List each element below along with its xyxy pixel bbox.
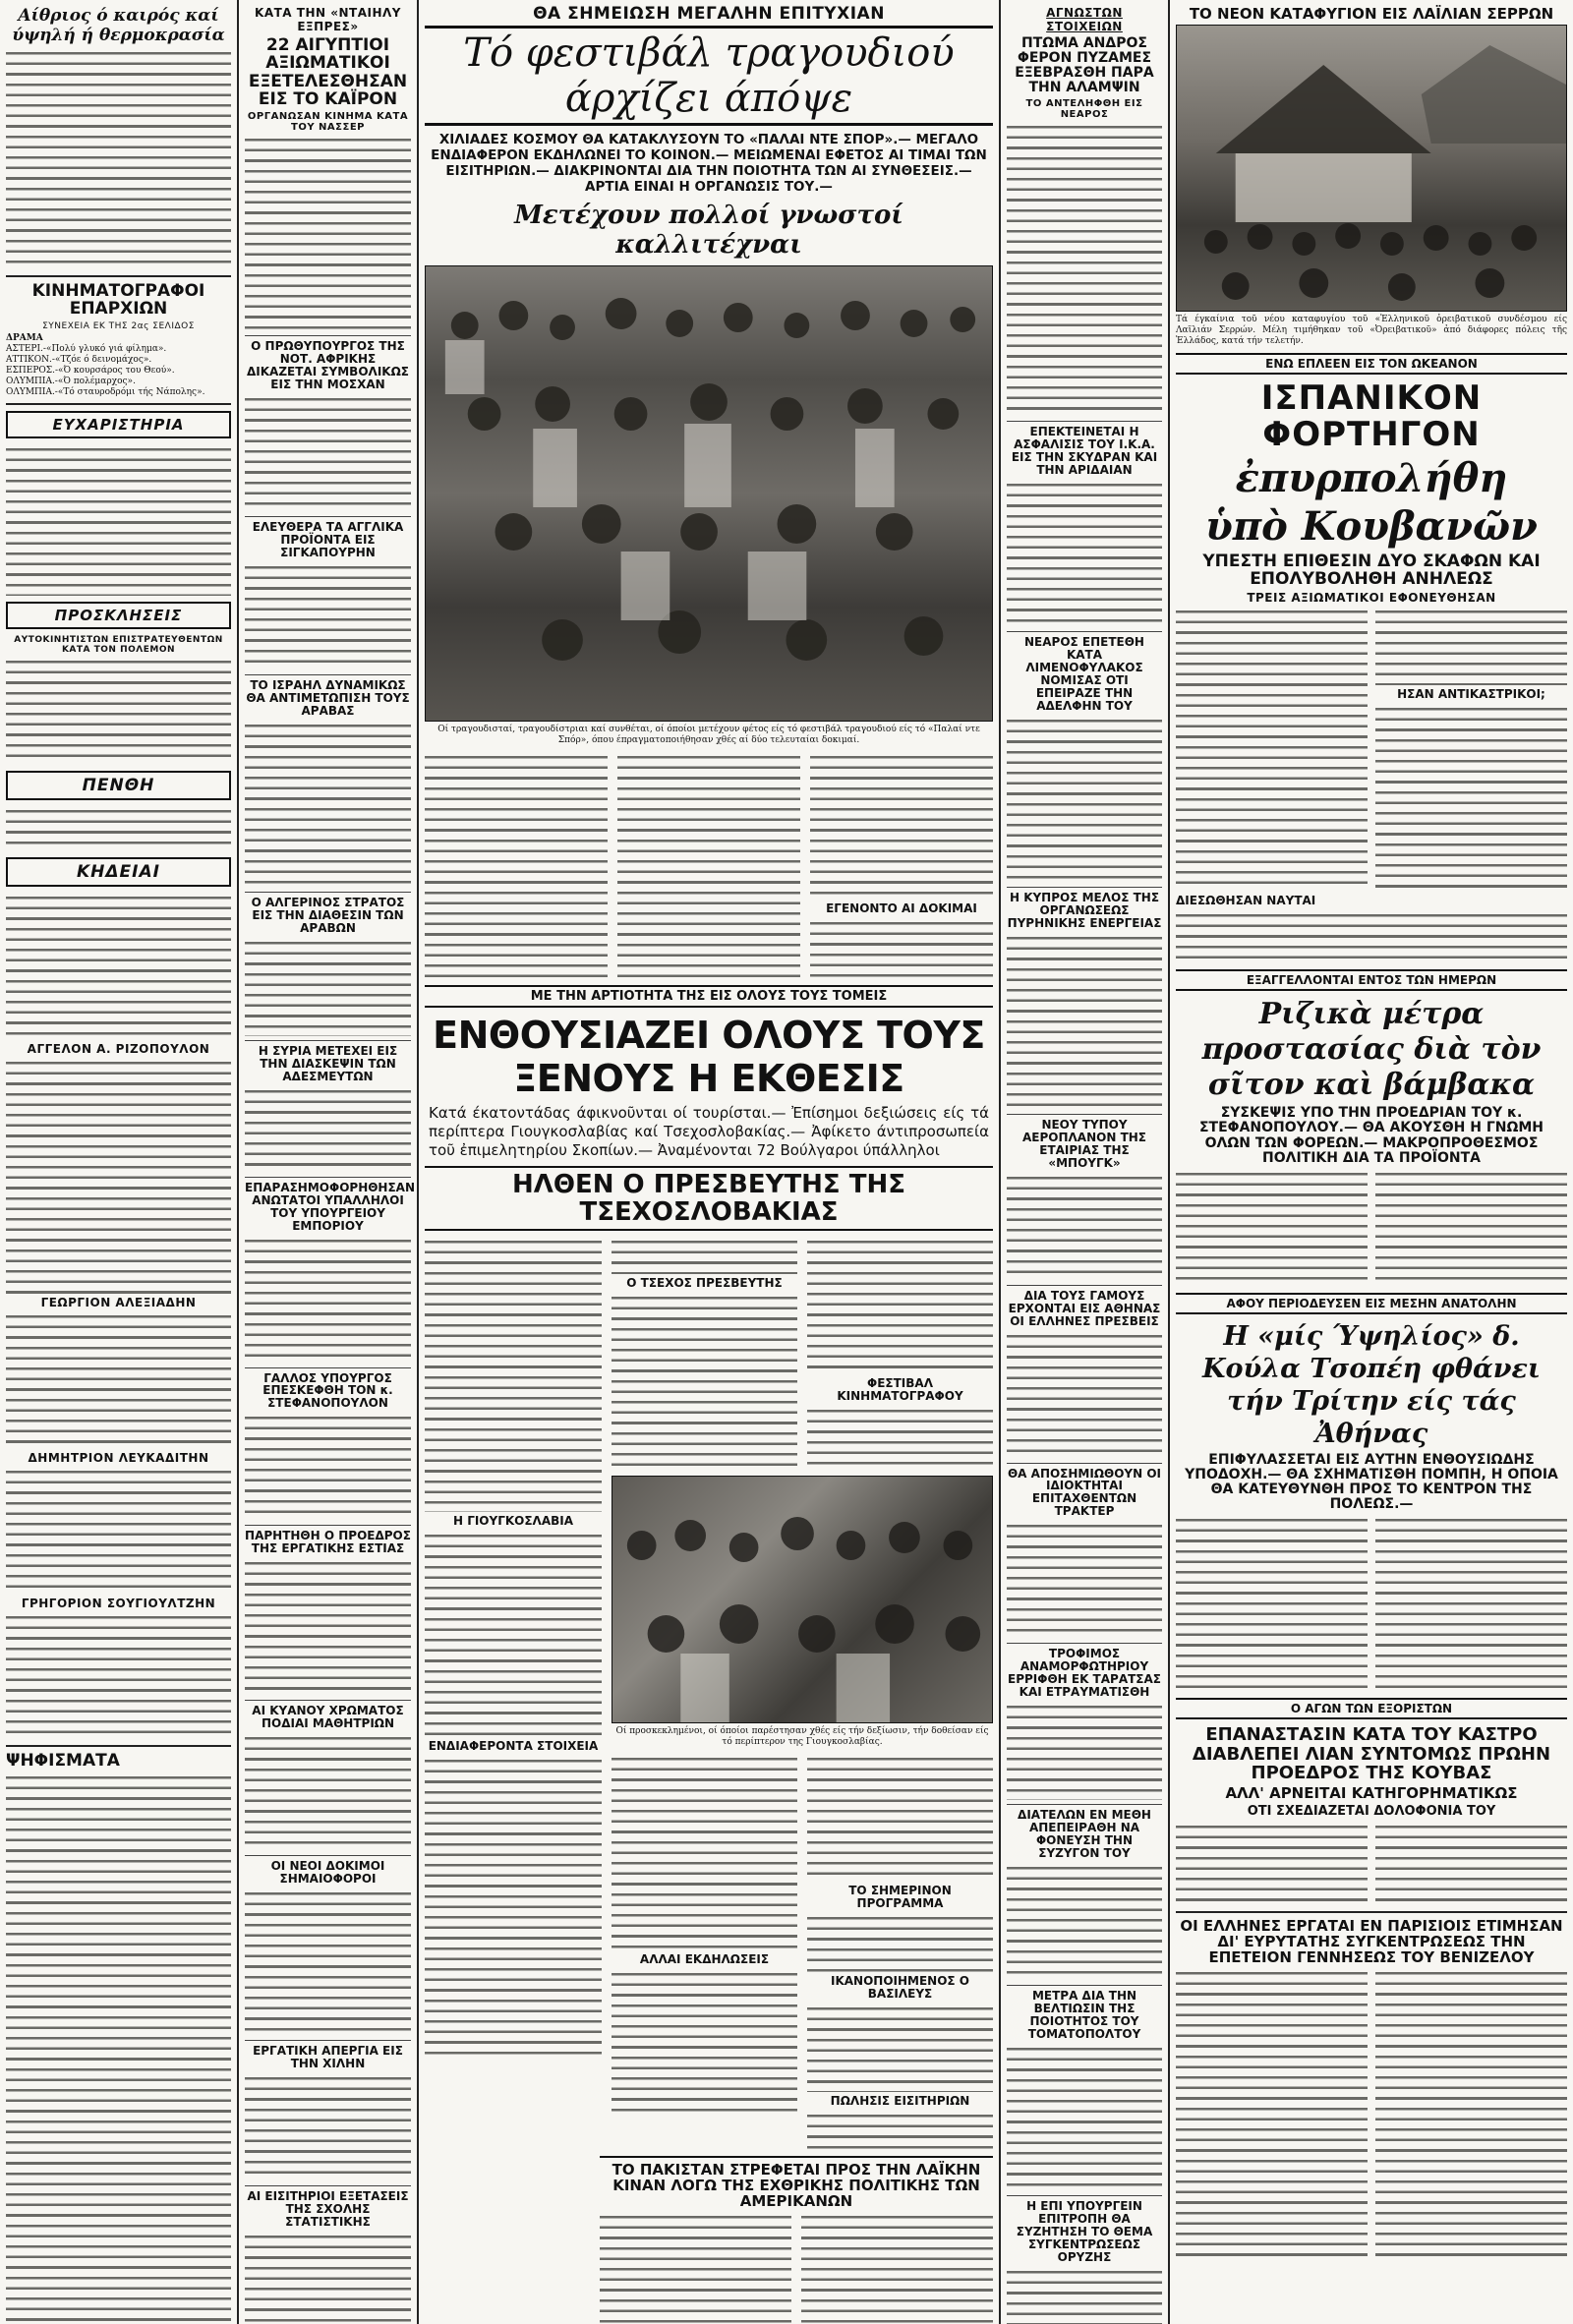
expo-kicker-bar: ΜΕ ΤΗΝ ΑΡΤΙΟΤΗΤΑ ΤΗΣ ΕΙΣ ΟΛΟΥΣ ΤΟΥΣ ΤΟΜΕΙΣ (425, 985, 993, 1008)
festival-body (425, 752, 608, 978)
story-headline: ΜΕΤΡΑ ΔΙΑ ΤΗΝ ΒΕΛΤΙΩΣΙΝ ΤΗΣ ΠΟΙΟΤΗΤΟΣ ΤΟΥ ΤΟΜΑΤΟΠΟΛΤΟΥ (1027, 1988, 1141, 2041)
resolutions-body (6, 1772, 231, 2324)
story-headline: Ο ΑΛΓΕΡΙΝΟΣ ΣΤΡΑΤΟΣ ΕΙΣ ΤΗΝ ΔΙΑΘΕΣΙΝ ΤΩΝ ΑΡΑΒΩΝ (251, 895, 405, 935)
column-center (419, 0, 999, 2324)
story-subhead: ΤΟ ΑΝΤΕΛΗΦΘΗ ΕΙΣ ΝΕΑΡΟΣ (1025, 98, 1143, 121)
story-body (1007, 1173, 1162, 1281)
story-headline: ΝΕΑΡΟΣ ΕΠΕΤΕΘΗ ΚΑΤΑ ΛΙΜΕΝΟΦΥΛΑΚΟΣ ΝΟΜΙΣΑΣ ΟΤΙ ΕΠΕΙΡΑΖΕ ΤΗΝ ΑΔΕΛΦΗΝ ΤΟΥ (1024, 635, 1144, 714)
story-body (245, 1733, 411, 1851)
story-headline: ΑΙ ΕΙΣΙΤΗΡΙΟΙ ΕΞΕΤΑΣΕΙΣ ΤΗΣ ΣΧΟΛΗΣ ΣΤΑΤΙΣΤΙΚΗΣ (247, 2188, 409, 2229)
divider (6, 275, 231, 277)
castro-headline: ΕΠΑΝΑΣΤΑΣΙΝ ΚΑΤΑ ΤΟΥ ΚΑΣΤΡΟ ΔΙΑΒΛΕΠΕΙ ΛΙΑΝ ΣΥΝΤΟΜΩΣ ΠΡΩΗΝ ΠΡΟΕΔΡΟΣ ΤΗΣ ΚΟΥΒΑΣ (1192, 1724, 1551, 1784)
cinema-line: ΑΤΤΙΚΟΝ.-«Τζόε ό δεινομάχος». (6, 354, 152, 365)
story-headline: ΟΙ ΝΕΟΙ ΔΟΚΙΜΟΙ ΣΗΜΑΙΟΦΟΡΟΙ (270, 1859, 385, 1887)
freighter-headline-3: ὑπὸ Κουβανῶν (1205, 502, 1538, 550)
festival-subtitle: Μετέχουν πολλοί γνωστοί καλλιτέχναι (514, 201, 903, 260)
expo-body (807, 1754, 993, 1882)
story-body (1007, 2267, 1162, 2324)
thanks-body (6, 444, 231, 596)
story-body (245, 721, 411, 888)
freighter-headline-2: ἐπυρπολήθη (1235, 454, 1508, 501)
freighter-body (1176, 910, 1567, 963)
program-headline: ΤΟ ΣΗΜΕΡΙΝΟΝ ΠΡΟΓΡΑΜΜΑ (848, 1884, 952, 1911)
story-headline: ΠΤΩΜΑ ΑΝΔΡΟΣ ΦΕΡΟΝ ΠΥΖΑΜΕΣ ΕΞΕΒΡΑΣΘΗ ΠΑΡΑ ΤΗΝ ΑΛΑΜΨΙΝ (1015, 35, 1154, 96)
festival-body (617, 752, 800, 978)
story-headline: Η ΣΥΡΙΑ ΜΕΤΕΧΕΙ ΕΙΣ ΤΗΝ ΔΙΑΣΚΕΨΙΝ ΤΩΝ ΑΔΕΣΜΕΥΤΩΝ (258, 1043, 398, 1083)
pakistan-body (801, 2212, 993, 2324)
expo-body (425, 1237, 602, 1512)
divider (1007, 1463, 1162, 1464)
thanks-headline: ΕΥΧΑΡΙΣΤΗΡΙΑ (6, 411, 231, 438)
divider (245, 674, 411, 675)
expo-body (612, 1754, 797, 1950)
festival-photo-caption: Οί τραγουδισταί, τραγουδίστριαι καί συνθέται, οί όποίοι μετέχουν φέτος είς τό φεστιβάλ τραγουδιού είς τό «Παλαί ντε Σπόρ», όπου έπραγματοποιήθησαν χθές αί δύο τελευταίαι δοκιμαί. (437, 725, 980, 745)
story-subhead: ΟΡΓΑΝΩΣΑΝ ΚΙΝΗΜΑ ΚΑΤΑ ΤΟΥ ΝΑΣΣΕΡ (247, 111, 409, 134)
divider (245, 516, 411, 517)
expo-lede: Κατά έκατοντάδας άφικνοῦνται οί τουρίσται.— Ἐπίσημοι δεξιώσεις είς τά περίπτερα Γιουγκοσλαβίας καί Τσεχοσλοβακίας.— Ἀφίκετο άντιπροσωπεία τοῦ ἐπιμελητηρίου Σκοπίων.— Ἀναμένονται 72 Βούλγαροι ύπάλληλοι (429, 1103, 989, 1159)
expo-right-col (612, 1237, 993, 2150)
expo-body (425, 1531, 602, 1737)
story-body (245, 1086, 411, 1173)
story-kicker: ΑΓΝΩΣΤΩΝ ΣΤΟΙΧΕΙΩΝ (1046, 6, 1123, 33)
shelter-photo-scene (1177, 26, 1566, 311)
story-body (245, 135, 411, 331)
castro-body-columns (1176, 1822, 1567, 1906)
film-festival-headline: ΦΕΣΤΙΒΑΛ ΚΙΝΗΜΑΤΟΓΡΑΦΟΥ (837, 1376, 963, 1404)
crops-body (1375, 1169, 1567, 1287)
story-headline: ΑΙ ΚΥΑΝΟΥ ΧΡΩΜΑΤΟΣ ΠΟΔΙΑΙ ΜΑΘΗΤΡΙΩΝ (252, 1704, 404, 1731)
expo-headline: ΕΝΘΟΥΣΙΑΖΕΙ ΟΛΟΥΣ ΤΟΥΣ ΞΕΝΟΥΣ Η ΕΚΘΕΣΙΣ (433, 1013, 985, 1100)
story-headline: Ο ΠΡΩΘΥΠΟΥΡΓΟΣ ΤΗΣ ΝΟΤ. ΑΦΡΙΚΗΣ ΔΙΚΑΖΕΤΑΙ ΣΥΜΒΟΛΙΚΩΣ ΕΙΣ ΤΗΝ ΜΟΣΧΑΝ (247, 339, 409, 392)
story-body (245, 2073, 411, 2181)
expo-body (807, 2111, 993, 2150)
story-headline: ΤΟ ΙΣΡΑΗΛ ΔΥΝΑΜΙΚΩΣ ΘΑ ΑΝΤΙΜΕΤΩΠΙΣΗ ΤΟΥΣ ΑΡΑΒΑΣ (246, 678, 410, 719)
story-body (1007, 716, 1162, 883)
divider (245, 2040, 411, 2041)
invitations-body (6, 657, 231, 765)
miss-body (1176, 1515, 1368, 1692)
divider (245, 1040, 411, 1041)
miss-subhead: ΕΠΙΦΥΛΑΣΣΕΤΑΙ ΕΙΣ ΑΥΤΗΝ ΕΝΘΟΥΣΙΩΔΗΣ ΥΠΟΔΟΧΗ.— ΘΑ ΣΧΗΜΑΤΙΣΘΗ ΠΟΜΠΗ, Η ΟΠΟΙΑ ΘΑ ΚΑΤΕΥΘΥΝΘΗ ΠΡΟΣ ΤΟ ΚΕΝΤΡΟΝ ΤΗΣ ΠΟΛΕΩΣ.— (1185, 1451, 1558, 1513)
funeral-name: ΔΗΜΗΤΡΙΟΝ ΛΕΥΚΑΔΙΤΗΝ (28, 1450, 209, 1465)
funeral-name: ΓΡΗΓΟΡΙΟΝ ΣΟΥΓΙΟΥΛΤΖΗΝ (21, 1596, 216, 1610)
crops-headline: Ριζικὰ μέτρα προστασίας διὰ τὸν σῖτον καὶ βάμβακα (1201, 997, 1542, 1103)
expo-col (807, 1754, 993, 2150)
story-headline: ΕΡΓΑΤΙΚΗ ΑΠΕΡΓΙΑ ΕΙΣ ΤΗΝ ΧΙΛΗΝ (253, 2044, 403, 2071)
exiles-kicker: Ο ΑΓΩΝ ΤΩΝ ΕΞΟΡΙΣΤΩΝ (1176, 1698, 1567, 1719)
story-body (245, 1558, 411, 1696)
funeral-notice (6, 1467, 231, 1595)
festival-body (810, 918, 993, 979)
story-headline: ΔΙΑΤΕΛΩΝ ΕΝ ΜΕΘΗ ΑΠΕΠΕΙΡΑΘΗ ΝΑ ΦΟΝΕΥΣΗ ΤΗΝ ΣΥΖΥΓΟΝ ΤΟΥ (1018, 1808, 1151, 1860)
festival-headline: Τό φεστιβάλ τραγουδιού άρχίζει άπόψε (425, 26, 993, 126)
venizelos-body-columns (1176, 1968, 1567, 2263)
ambassador-headline: ΗΛΘΕΝ Ο ΠΡΕΣΒΕΥΤΗΣ ΤΗΣ ΤΣΕΧΟΣΛΟΒΑΚΙΑΣ (425, 1166, 993, 1231)
funerals-headline: ΚΗΔΕΙΑΙ (6, 857, 231, 887)
expo-body (807, 1237, 993, 1374)
expo-col (612, 1754, 797, 2150)
resolutions-headline: ΨΗΦΙΣΜΑΤΑ (6, 1750, 120, 1771)
column-second (239, 0, 417, 2324)
story-headline: ΘΑ ΑΠΟΣΗΜΙΩΘΟΥΝ ΟΙ ΙΔΙΟΚΤΗΤΑΙ ΕΠΙΤΑΧΘΕΝΤΩΝ ΤΡΑΚΤΕΡ (1007, 1466, 1162, 1519)
festival-body-columns (425, 752, 993, 979)
crops-kicker: ΕΞΑΓΓΕΛΛΟΝΤΑΙ ΕΝΤΟΣ ΤΩΝ ΗΜΕΡΩΝ (1176, 969, 1567, 991)
story-body (245, 938, 411, 1036)
divider (245, 1855, 411, 1856)
freighter-col2 (1375, 607, 1567, 892)
shelter-photo-caption: Τά έγκαίνια τοῦ νέου καταφυγίου τοῦ «Ἑλληνικοῦ ὀρειβατικοῦ συνδέσμου είς Λαϊλιάν Σερρών. Μέλη τιμήθηκαν τοῦ «Ὀρειβατικοῦ» ἀπό διάφορες πόλεις τῆς Ἑλλάδος, κατά τήν τελετήν. (1176, 315, 1567, 347)
freighter-body-columns (1176, 607, 1567, 892)
divider (1176, 1911, 1567, 1913)
expo-right-top (612, 1237, 993, 1470)
story-body (1007, 1702, 1162, 1800)
divider (1007, 887, 1162, 888)
crops-subhead: ΣΥΣΚΕΨΙΣ ΥΠΟ ΤΗΝ ΠΡΟΕΔΡΙΑΝ ΤΟΥ κ. ΣΤΕΦΑΝΟΠΟΥΛΟΥ.— ΘΑ ΑΚΟΥΣΘΗ Η ΓΝΩΜΗ ΟΛΩΝ ΤΩΝ ΦΟΡΕΩΝ.— ΜΑΚΡΟΠΡΟΘΕΣΜΟΣ ΠΟΛΙΤΙΚΗ ΔΙΑ ΤΑ ΠΡΟΪΟΝΤΑ (1198, 1105, 1544, 1166)
cinemas-sub: ΣΥΝΕΧΕΙΑ ΕΚ ΤΗΣ 2ας ΣΕΛΙΔΟΣ (42, 320, 195, 331)
expo-reception-photo (612, 1476, 993, 1723)
divider (1007, 421, 1162, 422)
castro-subhead-2: ΟΤΙ ΣΧΕΔΙΑΖΕΤΑΙ ΔΟΛΟΦΟΝΙΑ ΤΟΥ (1247, 1803, 1496, 1819)
story-body (245, 1236, 411, 1364)
cinema-line: ΔΡΑΜΑ (6, 332, 43, 343)
divider (1007, 2195, 1162, 2196)
miss-body (1375, 1515, 1567, 1692)
column-fourth (1001, 0, 1168, 2324)
story-body (1007, 1863, 1162, 1981)
festival-photo (425, 265, 993, 722)
castro-body (1176, 1822, 1368, 1906)
festival-body (810, 752, 993, 900)
cinema-line: ΟΛΥΜΠΙΑ.-«Τό σταυροδρόμι τής Νάπολης». (6, 386, 205, 397)
divider (1007, 1804, 1162, 1805)
freighter-headline-1: ΙΣΠΑΝΙΚΟΝ ΦΟΡΤΗΓΟΝ (1260, 378, 1483, 454)
story-body (245, 2232, 411, 2324)
divider (245, 2185, 411, 2186)
cinema-list (6, 333, 231, 398)
expo-body (807, 1406, 993, 1467)
story-body (245, 1888, 411, 2036)
story-body (245, 562, 411, 670)
freighter-inner-heading: ΗΣΑΝ ΑΝΤΙΚΑΣΤΡΙΚΟΙ; (1397, 687, 1545, 702)
funeral-name: ΑΓΓΕΛΟΝ Α. ΡΙΖΟΠΟΥΛΟΝ (27, 1041, 210, 1056)
divider (245, 1525, 411, 1526)
story-body (1007, 933, 1162, 1110)
expo-col (612, 1237, 797, 1470)
funeral-notice (6, 1612, 231, 1740)
freighter-body (1176, 607, 1368, 892)
expo-reception-crowd (612, 1477, 992, 1722)
festival-photo-crowd (426, 266, 992, 721)
story-headline: 22 ΑΙΓΥΠΤΙΟΙ ΑΞΙΩΜΑΤΙΚΟΙ ΕΞΕΤΕΛΕΣΘΗΣΑΝ ΕΙΣ ΤΟ ΚΑΪΡΟΝ (248, 35, 408, 110)
invitations-headline: ΠΡΟΣΚΛΗΣΕΙΣ (6, 602, 231, 629)
expo-body (807, 2004, 993, 2092)
miss-body-columns (1176, 1515, 1567, 1692)
funeral-notice (6, 1058, 231, 1294)
expo-photo-caption: Οί προσκεκλημένοι, οί όποίοι παρέστησαν χθές είς τήν δεξίωσιν, τήν δοθείσαν είς τό περίπτερον της Γιουγκοσλαβίας. (615, 1726, 989, 1748)
rehearsals-headline: ΕΓΕΝΟΝΤΟ ΑΙ ΔΟΚΙΜΑΙ (826, 901, 977, 915)
expo-body (612, 1969, 797, 2117)
freighter-inner-heading: ΔΙΕΣΩΘΗΣΑΝ ΝΑΥΤΑΙ (1176, 894, 1316, 908)
story-headline: ΕΠΑΡΑΣΗΜΟΦΟΡΗΘΗΣΑΝ ΑΝΩΤΑΤΟΙ ΥΠΑΛΛΗΛΟΙ ΤΟΥ ΥΠΟΥΡΓΕΙΟΥ ΕΜΠΟΡΙΟΥ (245, 1180, 416, 1233)
freighter-body (1375, 607, 1567, 685)
story-headline: Η ΚΥΠΡΟΣ ΜΕΛΟΣ ΤΗΣ ΟΡΓΑΝΩΣΕΩΣ ΠΥΡΗΝΙΚΗΣ ΕΝΕΡΓΕΙΑΣ (1007, 890, 1162, 930)
mourning-body (6, 806, 231, 851)
story-body (1007, 480, 1162, 627)
expo-body (425, 1756, 602, 2061)
story-headline: ΕΠΕΚΤΕΙΝΕΤΑΙ Η ΑΣΦΑΛΙΣΙΣ ΤΟΥ Ι.Κ.Α. ΕΙΣ ΤΗΝ ΣΚΥΔΡΑΝ ΚΑΙ ΤΗΝ ΑΡΙΔΑΙΑΝ (1011, 425, 1158, 478)
divider (245, 892, 411, 893)
divider (6, 403, 231, 405)
weather-body (6, 48, 231, 270)
story-headline: ΝΕΟΥ ΤΥΠΟΥ ΑΕΡΟΠΛΑΝΟΝ ΤΗΣ ΕΤΑΙΡΙΑΣ ΤΗΣ «ΜΠΟΥΓΚ» (1022, 1117, 1146, 1170)
column-left (0, 0, 237, 2324)
cinema-line: ΑΣΤΕΡΙ.-«Πολύ γλυκό γιά φίλημα». (6, 343, 167, 354)
other-events-headline: ΑΛΛΑΙ ΕΚΔΗΛΩΣΕΙΣ (639, 1952, 770, 1967)
freighter-subhead: ΥΠΕΣΤΗ ΕΠΙΘΕΣΙΝ ΔΥΟ ΣΚΑΦΩΝ ΚΑΙ ΕΠΟΛΥΒΟΛΗΘΗ ΑΝΗΛΕΩΣ (1202, 551, 1541, 589)
king-headline: ΙΚΑΝΟΠΟΙΗΜΕΝΟΣ Ο ΒΑΣΙΛΕΥΣ (830, 1973, 969, 2001)
story-headline: Η ΕΠΙ ΥΠΟΥΡΓΕΙΝ ΕΠΙΤΡΟΠΗ ΘΑ ΣΥΖΗΤΗΣΗ ΤΟ ΘΕΜΑ ΣΥΓΚΕΝΤΡΩΣΕΩΣ ΟΡΥΖΗΣ (1016, 2198, 1153, 2264)
venizelos-headline: ΟΙ ΕΛΛΗΝΕΣ ΕΡΓΑΤΑΙ ΕΝ ΠΑΡΙΣΙΟΙΣ ΕΤΙΜΗΣΑΝ ΔΙ' ΕΥΡΥΤΑΤΗΣ ΣΥΓΚΕΝΤΡΩΣΕΩΣ ΤΗΝ ΕΠΕΤΕΙΟΝ ΓΕΝΝΗΣΕΩΣ ΤΟΥ ΒΕΝΙΖΕΛΟΥ (1180, 1916, 1563, 1967)
divider (1007, 1114, 1162, 1115)
divider (1007, 631, 1162, 632)
story-body (245, 394, 411, 512)
divider (6, 1745, 231, 1747)
divider (245, 1177, 411, 1178)
castro-subhead: ΑΛΛ' ΑΡΝΕΙΤΑΙ ΚΑΤΗΓΟΡΗΜΑΤΙΚΩΣ (1225, 1784, 1518, 1803)
divider (1007, 1985, 1162, 1986)
divider (1007, 1285, 1162, 1286)
story-kicker: ΚΑΤΑ ΤΗΝ «ΝΤΑΙΗΛΥ ΕΞΠΡΕΣ» (255, 6, 401, 33)
expo-left-col (425, 1237, 602, 2150)
story-headline: ΔΙΑ ΤΟΥΣ ΓΑΜΟΥΣ ΕΡΧΟΝΤΑΙ ΕΙΣ ΑΘΗΝΑΣ ΟΙ ΕΛΛΗΝΕΣ ΠΡΕΣΒΕΙΣ (1008, 1288, 1161, 1328)
cinema-line: ΕΣΠΕΡΟΣ.-«Ό κουρσάρος του Θεού». (6, 365, 175, 376)
festival-lede: ΧΙΛΙΑΔΕΣ ΚΟΣΜΟΥ ΘΑ ΚΑΤΑΚΛΥΣΟΥΝ ΤΟ «ΠΑΛΑΙ ΝΤΕ ΣΠΟΡ».— ΜΕΓΑΛΟ ΕΝΔΙΑΦΕΡΟΝ ΕΚΔΗΛΩΝΕΙ ΤΟ ΚΟΙΝΟΝ.— ΜΕΙΩΜΕΝΑΙ ΕΦΕΤΟΣ ΑΙ ΤΙΜΑΙ ΤΩΝ ΕΙΣΙΤΗΡΙΩΝ.— ΔΙΑΚΡΙΝΟΝΤΑΙ ΔΙΑ ΤΗΝ ΠΟΙΟΤΗΤΑ ΤΩΝ ΑΙ ΣΥΝΘΕΣΕΙΣ.— ΑΡΤΙΑ ΕΙΝΑΙ Η ΟΡΓΑΝΩΣΙΣ ΤΟΥ.— (431, 132, 987, 195)
venizelos-body (1176, 1968, 1368, 2263)
cinema-line: ΟΛΥΜΠΙΑ.-«Ό πολέμαρχος». (6, 376, 136, 386)
shelter-photo (1176, 25, 1567, 312)
freighter-kicker: ΕΝΩ ΕΠΛΕΕΝ ΕΙΣ ΤΟΝ ΩΚΕΑΝΟΝ (1176, 353, 1567, 375)
ticket-sales-headline: ΠΩΛΗΣΙΣ ΕΙΣΙΤΗΡΙΩΝ (830, 2093, 970, 2108)
story-body (245, 1413, 411, 1521)
expo-body (807, 1913, 993, 1972)
funeral-notice (6, 893, 231, 1040)
story-headline: ΕΛΕΥΘΕΡΑ ΤΑ ΑΓΓΛΙΚΑ ΠΡΟΪΟΝΤΑ ΕΙΣ ΣΙΓΚΑΠΟΥΡΗΝ (252, 520, 404, 560)
festival-kicker: ΘΑ ΣΗΜΕΙΩΣΗ ΜΕΓΑΛΗΝ ΕΠΙΤΥΧΙΑΝ (533, 4, 885, 24)
freighter-body (1375, 704, 1567, 891)
story-body (1007, 1331, 1162, 1459)
divider (245, 335, 411, 336)
miss-headline: Η «μίς Ύψηλίος» δ. Κούλα Τσοπέη φθάνει τήν Τρίτην είς τάς Ἀθήνας (1202, 1320, 1541, 1449)
expo-body (612, 1293, 797, 1470)
funeral-notice (6, 1311, 231, 1449)
expo-body (612, 1237, 797, 1274)
pakistan-headline: ΤΟ ΠΑΚΙΣΤΑΝ ΣΤΡΕΦΕΤΑΙ ΠΡΟΣ ΤΗΝ ΛΑΪΚΗΝ ΚΙΝΑΝ ΛΟΓΩ ΤΗΣ ΕΧΘΡΙΚΗΣ ΠΟΛΙΤΙΚΗΣ ΤΩΝ ΑΜΕΡΙΚΑΝΩΝ (600, 2156, 993, 2210)
story-headline: ΓΑΛΛΟΣ ΥΠΟΥΡΓΟΣ ΕΠΕΣΚΕΦΘΗ ΤΟΝ κ. ΣΤΕΦΑΝΟΠΟΥΛΟΝ (262, 1370, 393, 1411)
yugoslavia-headline: Η ΓΙΟΥΓΚΟΣΛΑΒΙΑ (452, 1514, 574, 1529)
czech-headline: Ο ΤΣΕΧΟΣ ΠΡΕΣΒΕΥΤΗΣ (626, 1276, 783, 1291)
festival-body-col3 (810, 752, 993, 979)
story-headline: ΠΑΡΗΤΗΘΗ Ο ΠΡΟΕΔΡΟΣ ΤΗΣ ΕΡΓΑΤΙΚΗΣ ΕΣΤΙΑΣ (245, 1529, 411, 1556)
pakistan-body-columns (600, 2212, 993, 2324)
expo-col (807, 1237, 993, 1470)
miss-kicker: ΑΦΟΥ ΠΕΡΙΟΔΕΥΣΕΝ ΕΙΣ ΜΕΣΗΝ ΑΝΑΤΟΛΗΝ (1176, 1293, 1567, 1314)
divider (245, 1367, 411, 1368)
weather-headline: Αίθριος ό καιρός καί ύψηλή ή θερμοκρασία (12, 6, 225, 45)
funeral-name: ΓΕΩΡΓΙΟΝ ΑΛΕΞΙΑΔΗΝ (40, 1295, 197, 1309)
story-body (1007, 122, 1162, 417)
expo-body-columns (425, 1237, 993, 2150)
column-right (1170, 0, 1573, 2324)
freighter-subhead-2: ΤΡΕΙΣ ΑΞΙΩΜΑΤΙΚΟΙ ΕΦΟΝΕΥΘΗΣΑΝ (1247, 591, 1496, 606)
shelter-headline: ΤΟ ΝΕΟΝ ΚΑΤΑΦΥΓΙΟΝ ΕΙΣ ΛΑΪΛΙΑΝ ΣΕΡΡΩΝ (1189, 5, 1554, 23)
pakistan-body (600, 2212, 791, 2324)
mourning-headline: ΠΕΝΘΗ (6, 771, 231, 800)
divider (245, 1700, 411, 1701)
story-headline: ΤΡΟΦΙΜΟΣ ΑΝΑΜΟΡΦΩΤΗΡΙΟΥ ΕΡΡΙΦΘΗ ΕΚ ΤΑΡΑΤΣΑΣ ΚΑΙ ΕΤΡΑΥΜΑΤΙΣΘΗ (1008, 1647, 1161, 1700)
invitations-sub: ΑΥΤΟΚΙΝΗΤΙΣΤΩΝ ΕΠΙΣΤΡΑΤΕΥΘΕΝΤΩΝ ΚΑΤΑ ΤΟΝ ΠΟΛΕΜΟΝ (14, 634, 223, 655)
venizelos-body (1375, 1968, 1567, 2263)
cinemas-headline: ΚΙΝΗΜΑΤΟΓΡΑΦΟΙ ΕΠΑΡΧΙΩΝ (31, 281, 205, 320)
story-body (1007, 2044, 1162, 2191)
crops-body (1176, 1169, 1368, 1287)
castro-body (1375, 1822, 1567, 1906)
stats-headline: ΕΝΔΙΑΦΕΡΟΝΤΑ ΣΤΟΙΧΕΙΑ (428, 1739, 599, 1754)
crops-body-columns (1176, 1169, 1567, 1287)
divider (1007, 1643, 1162, 1644)
expo-right-bottom (612, 1754, 993, 2150)
story-body (1007, 1521, 1162, 1639)
